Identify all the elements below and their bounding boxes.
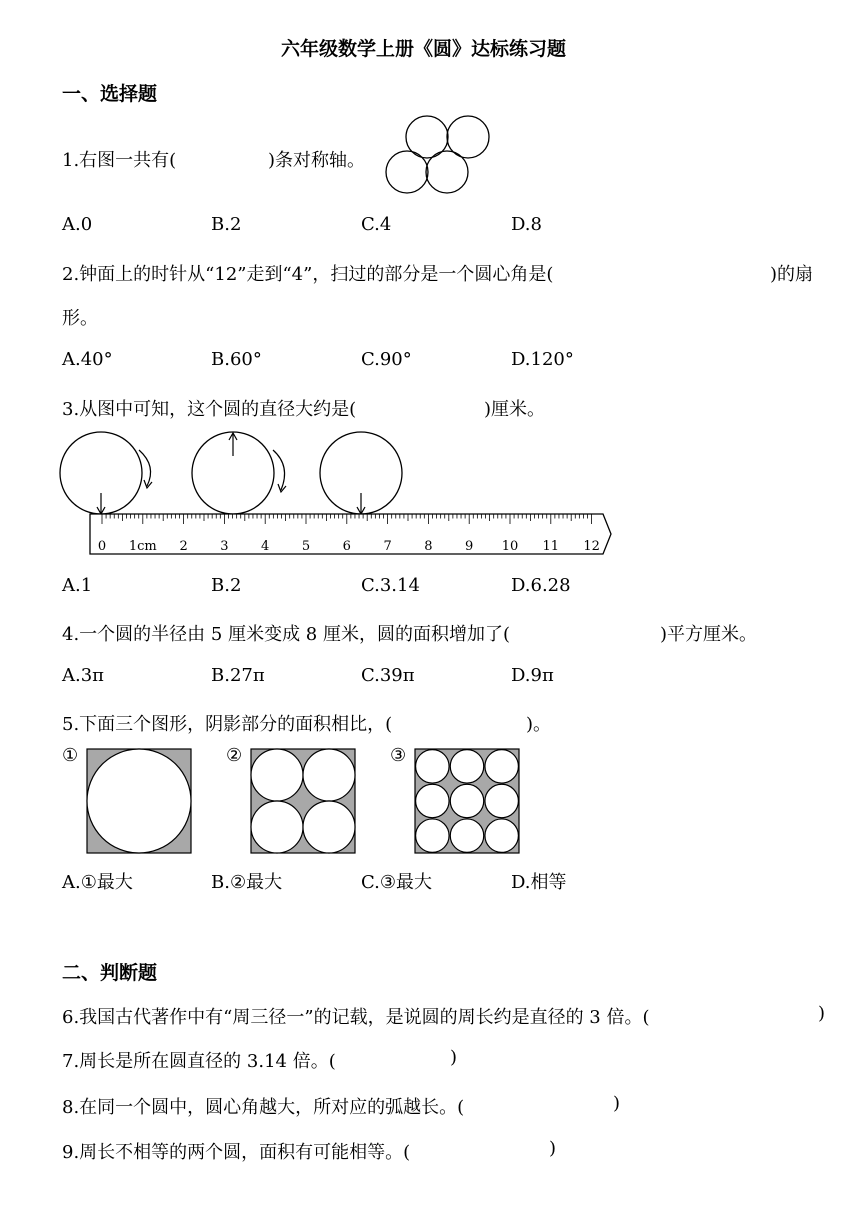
- section-heading-judgement: 二、判断题: [62, 962, 158, 984]
- small-circle: [416, 750, 449, 783]
- q3-option-a: A.1: [62, 575, 93, 596]
- ruler-label: 9: [465, 539, 474, 554]
- q2-option-a: A.40°: [62, 349, 113, 370]
- question-4-text-pre: 4.一个圆的半径由 5 厘米变成 8 厘米，圆的面积增加了(: [62, 624, 510, 645]
- small-circle: [485, 750, 518, 783]
- question-6-text-pre: 6.我国古代著作中有“周三径一”的记载，是说圆的周长约是直径的 3 倍。(: [62, 1007, 650, 1028]
- rolling-circle-ruler-figure: [55, 428, 620, 560]
- question-4-text-post: )平方厘米。: [660, 624, 758, 645]
- question-6-text-post: ): [818, 1003, 826, 1024]
- small-circle: [485, 784, 518, 817]
- ruler-label: 8: [424, 539, 433, 554]
- section-heading-choice: 一、选择题: [62, 83, 158, 105]
- q1-option-c: C.4: [361, 214, 392, 235]
- q5-option-c: C.③最大: [361, 872, 432, 893]
- figure-label-2: ②: [226, 745, 243, 766]
- question-8-text-pre: 8.在同一个圆中，圆心角越大，所对应的弧越长。(: [62, 1097, 465, 1118]
- q4-option-a: A.3π: [62, 665, 105, 686]
- q5-option-d: D.相等: [511, 872, 567, 893]
- ruler-label: 11: [542, 539, 560, 554]
- ruler-label: 3: [220, 539, 229, 554]
- ruler-label: 12: [583, 539, 600, 554]
- q2-option-d: D.120°: [511, 349, 574, 370]
- question-5-text-pre: 5.下面三个图形，阴影部分的面积相比，(: [62, 714, 393, 735]
- question-3-text-pre: 3.从图中可知，这个圆的直径大约是(: [62, 399, 357, 420]
- four-circles-figure: [384, 114, 494, 198]
- small-circle: [416, 819, 449, 852]
- figure-label-1: ①: [62, 745, 79, 766]
- q4-option-d: D.9π: [511, 665, 554, 686]
- q3-option-d: D.6.28: [511, 575, 571, 596]
- q2-option-b: B.60°: [211, 349, 262, 370]
- question-2-text-post: )的扇: [770, 264, 814, 285]
- question-1-text-pre: 1.右图一共有(: [62, 150, 177, 171]
- q4-option-b: B.27π: [211, 665, 265, 686]
- ruler-label: 10: [501, 539, 519, 554]
- q2-option-c: C.90°: [361, 349, 412, 370]
- question-3-text-post: )厘米。: [484, 399, 546, 420]
- small-circle: [450, 784, 483, 817]
- q4-option-c: C.39π: [361, 665, 415, 686]
- q1-option-d: D.8: [511, 214, 542, 235]
- shaded-figure-1: [86, 748, 192, 854]
- question-1-text-post: )条对称轴。: [268, 150, 366, 171]
- question-2-text-cont: 形。: [62, 308, 98, 329]
- small-circle: [450, 819, 483, 852]
- question-7-text-pre: 7.周长是所在圆直径的 3.14 倍。(: [62, 1051, 336, 1072]
- ruler-label: 6: [342, 539, 351, 554]
- question-2-text-pre: 2.钟面上的时针从“12”走到“4”，扫过的部分是一个圆心角是(: [62, 264, 554, 285]
- ruler-label: 7: [383, 539, 392, 554]
- ruler-label: 1cm: [128, 539, 157, 554]
- ruler-label: 5: [301, 539, 311, 554]
- shaded-figure-3: [414, 748, 520, 854]
- q3-option-b: B.2: [211, 575, 242, 596]
- small-circle: [485, 819, 518, 852]
- question-5-text-post: )。: [526, 714, 552, 735]
- question-8-text-post: ): [613, 1093, 621, 1114]
- ruler-label: 4: [261, 539, 270, 554]
- q1-option-a: A.0: [62, 214, 93, 235]
- shaded-figure-2: [250, 748, 356, 854]
- q1-option-b: B.2: [211, 214, 242, 235]
- q5-option-b: B.②最大: [211, 872, 283, 893]
- figure-label-3: ③: [390, 745, 407, 766]
- question-9-text-post: ): [549, 1138, 557, 1159]
- small-circle: [450, 750, 483, 783]
- question-9-text-pre: 9.周长不相等的两个圆，面积有可能相等。(: [62, 1142, 411, 1163]
- ruler-label: 0: [97, 539, 107, 554]
- question-7-text-post: ): [450, 1047, 458, 1068]
- q5-option-a: A.①最大: [62, 872, 133, 893]
- page-title: 六年级数学上册《圆》达标练习题: [281, 38, 567, 60]
- ruler-label: 2: [179, 539, 188, 554]
- small-circle: [416, 784, 449, 817]
- q3-option-c: C.3.14: [361, 575, 420, 596]
